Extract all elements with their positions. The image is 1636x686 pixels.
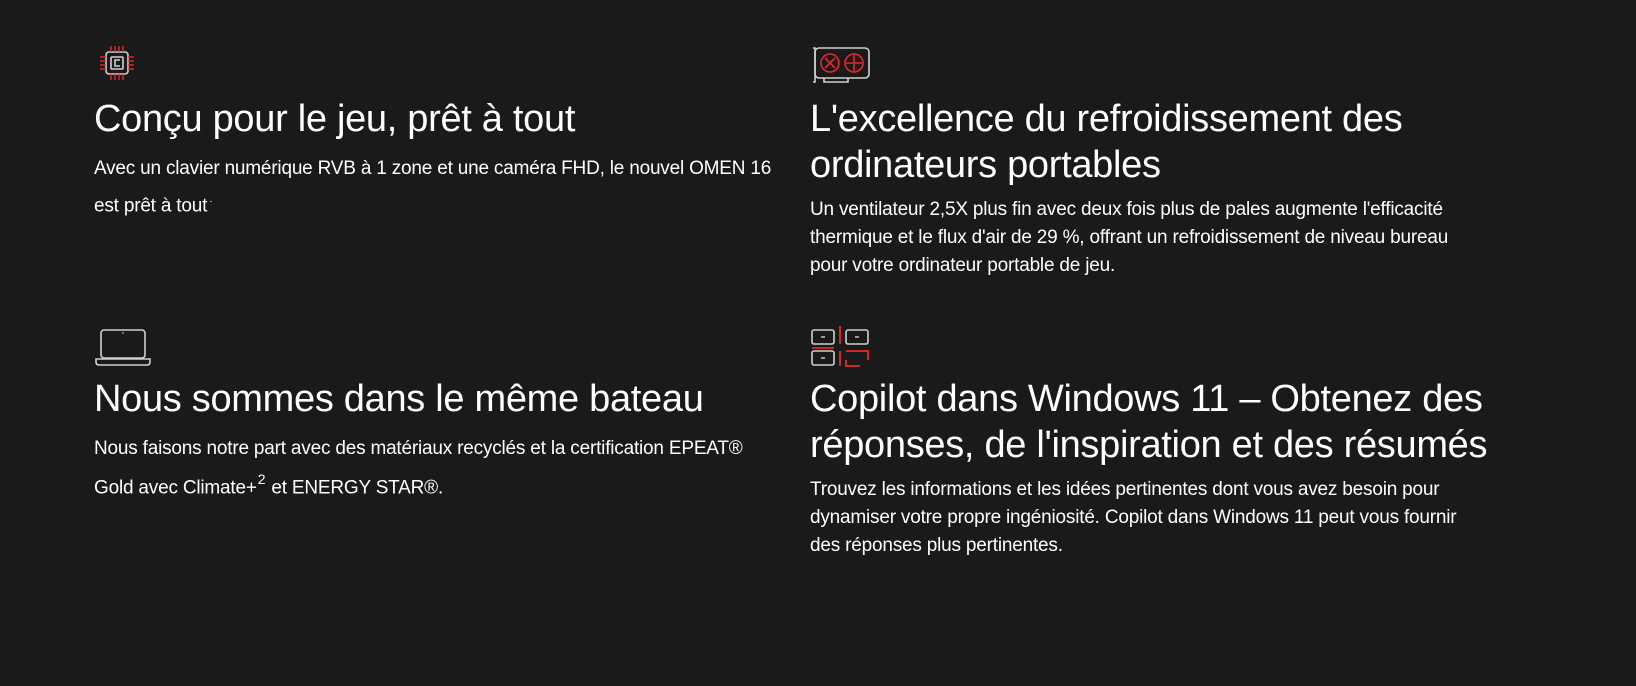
feature-title: Nous sommes dans le même bateau (94, 378, 704, 420)
feature-gaming (94, 44, 774, 222)
copilot-windows-icon (810, 324, 872, 368)
feature-title: Copilot dans Windows 11 – Obtenez des réponses, de l'inspiration et des résumés (810, 378, 1488, 466)
footnote-marker[interactable]: 2 (257, 471, 266, 487)
graphics-card-fans-icon (810, 44, 872, 88)
feature-copilot (810, 324, 1490, 560)
feature-cooling (810, 44, 1490, 280)
feature-title: Conçu pour le jeu, prêt à tout (94, 98, 576, 140)
footnote-marker[interactable]: · (209, 196, 213, 207)
feature-description: Trouvez les informations et les idées pertinentes dont vous avez besoin pour dynamiser votre propre ingéniosité. Copilot dans Windows 11 peut vous fournir des réponses plus pertinentes. (810, 479, 1457, 556)
feature-sustainability (94, 324, 774, 504)
feature-description: Avec un clavier numérique RVB à 1 zone et une caméra FHD, le nouvel OMEN 16 est prêt à tout · (94, 158, 772, 217)
laptop-icon (94, 324, 152, 368)
feature-description: Un ventilateur 2,5X plus fin avec deux fois plus de pales augmente l'efficacité thermique et le flux d'air de 29 %, offrant un refroidissement de niveau bureau pour votre ordinateur portable de jeu. (810, 199, 1449, 276)
cpu-chip-icon (94, 44, 142, 88)
feature-description: Nous faisons notre part avec des matériaux recyclés et la certification EPEAT® Gold avec Climate+$^2$ et ENERGY STAR®. (94, 438, 743, 499)
feature-title: L'excellence du refroidissement des ordinateurs portables (810, 98, 1403, 186)
